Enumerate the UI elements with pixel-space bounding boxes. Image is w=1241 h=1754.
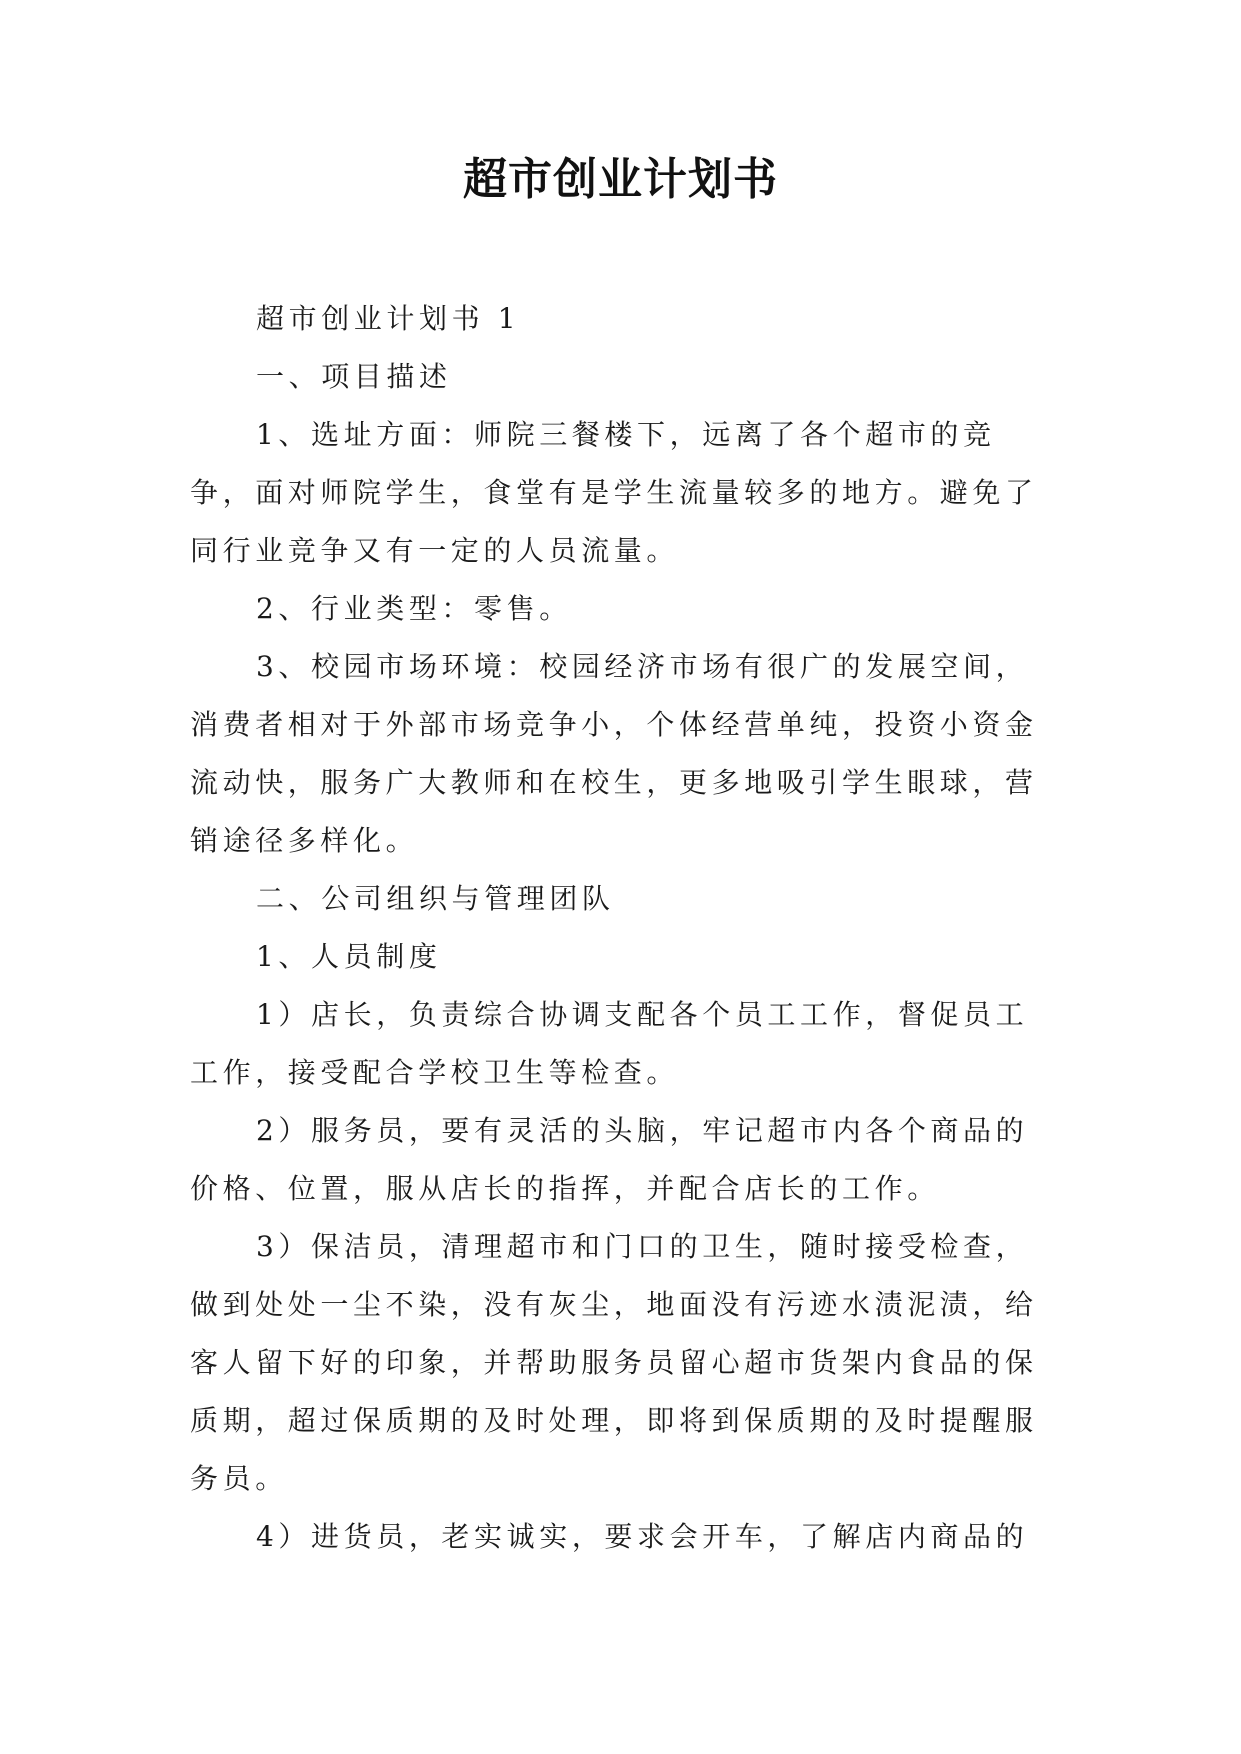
paragraph: 3、校园市场环境：校园经济市场有很广的发展空间，消费者相对于外部市场竞争小，个体经营单纯，投资小资金流动快，服务广大教师和在校生，更多地吸引学生眼球，营销途径多样化。: [190, 650, 1038, 857]
document-body: [190, 290, 1052, 1566]
paragraph: 1）店长，负责综合协调支配各个员工工作，督促员工工作，接受配合学校卫生等检查。: [190, 998, 1029, 1089]
paragraph: 2）服务员，要有灵活的头脑，牢记超市内各个商品的价格、位置，服从店长的指挥，并配合店长的工作。: [190, 1114, 1029, 1205]
paragraph: 3）保洁员，清理超市和门口的卫生，随时接受检查，做到处处一尘不染，没有灰尘，地面没有污迹水渍泥渍，给客人留下好的印象，并帮助服务员留心超市货架内食品的保质期，超过保质期的及时处理，即将到保质期的及时提醒服务员。: [190, 1230, 1038, 1495]
paragraph: 二、公司组织与管理团队: [256, 882, 615, 915]
paragraph: 1、人员制度: [256, 940, 442, 973]
paragraph: 一、项目描述: [256, 360, 452, 393]
paragraph: 2、行业类型：零售。: [256, 592, 572, 625]
document-title: 超市创业计划书: [463, 154, 778, 205]
paragraph: 4）进货员，老实诚实，要求会开车，了解店内商品的: [256, 1520, 1029, 1553]
paragraph: 1、选址方面：师院三餐楼下，远离了各个超市的竞争，面对师院学生，食堂有是学生流量较多的地方。避免了同行业竞争又有一定的人员流量。: [190, 418, 1038, 567]
paragraph: 超市创业计划书 1: [256, 302, 521, 335]
